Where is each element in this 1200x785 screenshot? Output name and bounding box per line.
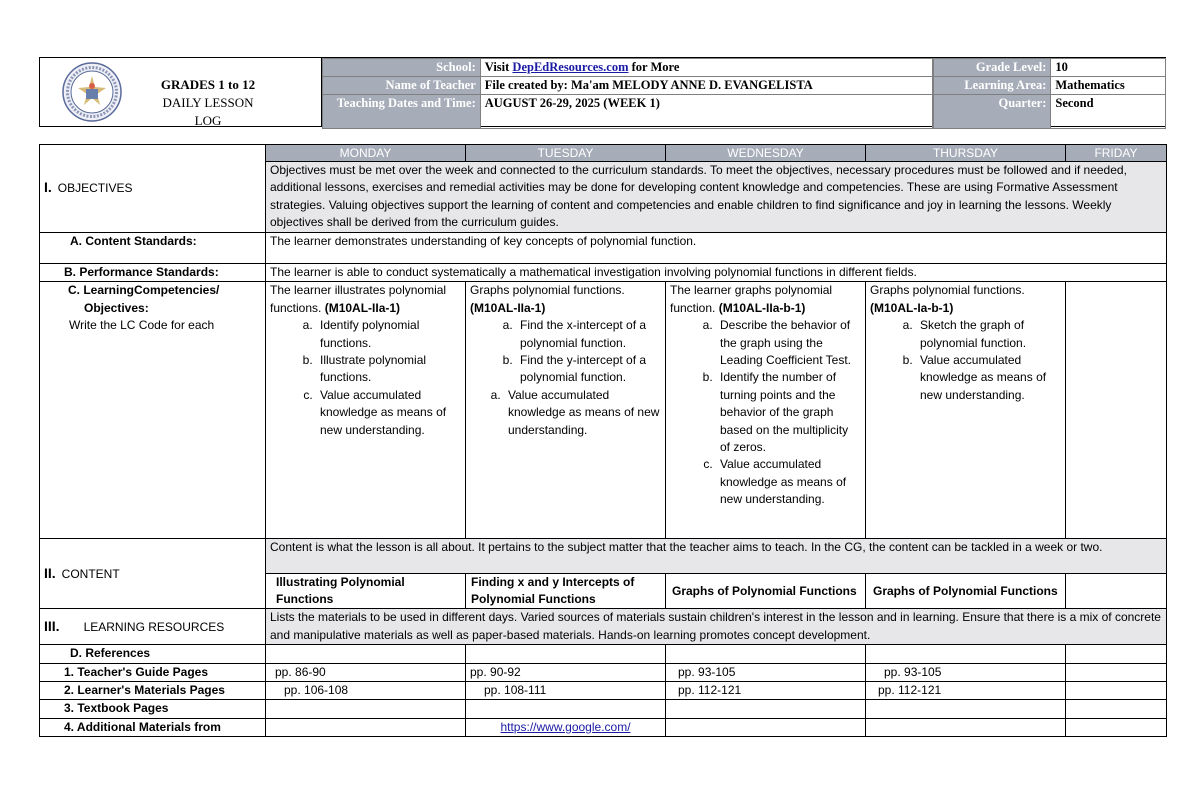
lesson-log-header bbox=[39, 57, 1166, 127]
learners-materials-row bbox=[40, 682, 1167, 700]
table-cell bbox=[266, 700, 466, 718]
resources-section-label bbox=[40, 609, 266, 645]
content-standards-row bbox=[40, 233, 1167, 264]
teachers-guide-row bbox=[40, 663, 1167, 681]
title-line-2: DAILY LESSON LOG bbox=[162, 95, 254, 128]
performance-standards-text: The learner is able to conduct systematically a mathematical investigation involving polynomial functions in different fields. bbox=[266, 264, 1167, 282]
learners-materials-label: 2. Learner's Materials Pages bbox=[40, 682, 266, 700]
resources-row bbox=[40, 609, 1167, 645]
tg-monday: pp. 86-90 bbox=[266, 663, 466, 681]
competencies-tuesday bbox=[466, 282, 666, 539]
teachers-guide-label: 1. Teacher's Guide Pages bbox=[40, 663, 266, 681]
objectives-num: I. bbox=[44, 179, 52, 196]
content-num: II. bbox=[44, 564, 56, 581]
table-cell bbox=[466, 700, 666, 718]
day-tuesday: TUESDAY bbox=[466, 145, 666, 162]
tg-friday bbox=[1066, 663, 1167, 681]
content-label: CONTENT bbox=[61, 566, 120, 581]
tg-thursday: pp. 93-105 bbox=[866, 663, 1066, 681]
dates-value: AUGUST 26-29, 2025 (WEEK 1) bbox=[480, 95, 932, 129]
list-item: b. Identify the number of turning points and the behavior of the graph based on the multiplicity of zeros. bbox=[716, 369, 861, 456]
competencies-wednesday bbox=[666, 282, 866, 539]
days-header-row bbox=[40, 145, 1167, 162]
dates-label: Teaching Dates and Time: bbox=[323, 95, 481, 129]
monday-code: (M10AL-IIa-1) bbox=[324, 300, 401, 315]
topic-friday bbox=[1066, 574, 1167, 609]
competencies-label-3: Write the LC Code for each bbox=[69, 318, 215, 333]
lm-tuesday: pp. 108-111 bbox=[466, 682, 666, 700]
table-cell bbox=[466, 645, 666, 663]
competencies-thursday bbox=[866, 282, 1066, 539]
table-cell bbox=[1066, 700, 1167, 718]
quarter-label: Quarter: bbox=[934, 95, 1051, 129]
objectives-label: OBJECTIVES bbox=[57, 181, 133, 196]
deped-seal-icon bbox=[62, 62, 122, 122]
content-standards-label: A. Content Standards: bbox=[40, 233, 266, 264]
monday-intro: The learner illustrates polynomial functions. bbox=[270, 283, 447, 315]
tuesday-objective-list bbox=[470, 317, 661, 387]
table-cell bbox=[1066, 718, 1167, 736]
textbook-row bbox=[40, 700, 1167, 718]
day-monday: MONDAY bbox=[266, 145, 466, 162]
title-line-1: GRADES 1 to 12 bbox=[160, 77, 256, 92]
header-grade-table bbox=[933, 58, 1166, 129]
wednesday-code: (M10AL-IIa-b-1) bbox=[718, 300, 806, 315]
table-cell bbox=[666, 718, 866, 736]
objectives-text: Objectives must be met over the week and connected to the curriculum standards. To meet the objectives, necessary procedures must be followed and if needed, additional lessons, exercises and remedial activities may be done for developing content knowledge and competencies. These are using Formative Assessment strategies. Valuing objectives support the learning of content and competencies and enable children to find significance and joy in learning the lessons. Weekly objectives shall be derived from the curriculum guides. bbox=[266, 162, 1167, 233]
topic-thursday: Graphs of Polynomial Functions bbox=[866, 574, 1066, 609]
competencies-label-1: C. LearningCompetencies/ bbox=[68, 283, 220, 298]
school-label: School: bbox=[323, 59, 481, 77]
list-item: a. Value accumulated knowledge as means of new understanding. bbox=[504, 387, 661, 439]
thursday-objective-list bbox=[870, 317, 1061, 404]
table-cell bbox=[266, 645, 466, 663]
school-suffix: for More bbox=[628, 60, 680, 74]
table-cell bbox=[866, 645, 1066, 663]
table-cell bbox=[666, 700, 866, 718]
list-item: b. Value accumulated knowledge as means of new understanding. bbox=[916, 352, 1061, 404]
quarter-value: Second bbox=[1051, 95, 1166, 129]
tuesday-intro: Graphs polynomial functions. bbox=[470, 283, 625, 298]
textbook-label: 3. Textbook Pages bbox=[40, 700, 266, 718]
competencies-friday bbox=[1066, 282, 1167, 539]
wednesday-objective-list bbox=[670, 317, 861, 508]
area-label: Learning Area: bbox=[934, 77, 1051, 95]
lm-friday bbox=[1066, 682, 1167, 700]
day-thursday: THURSDAY bbox=[866, 145, 1066, 162]
topic-monday: Illustrating Polynomial Functions bbox=[266, 574, 466, 609]
thursday-code: (M10AL-Ia-b-1) bbox=[870, 300, 954, 315]
list-item: a. Identify polynomial functions. bbox=[316, 317, 461, 352]
table-cell bbox=[266, 718, 466, 736]
content-standards-text: The learner demonstrates understanding of key concepts of polynomial function. bbox=[266, 233, 1167, 264]
school-value bbox=[480, 59, 932, 77]
log-title bbox=[148, 76, 268, 130]
list-item: a. Find the x-intercept of a polynomial function. bbox=[516, 317, 661, 352]
performance-standards-row bbox=[40, 264, 1167, 282]
additional-materials-row bbox=[40, 718, 1167, 736]
tuesday-extra-list bbox=[470, 387, 661, 439]
google-link[interactable]: https://www.google.com/ bbox=[500, 719, 631, 734]
table-cell bbox=[1066, 645, 1167, 663]
competencies-monday bbox=[266, 282, 466, 539]
list-item: c. Value accumulated knowledge as means of new understanding. bbox=[316, 387, 461, 439]
tg-wednesday: pp. 93-105 bbox=[666, 663, 866, 681]
tg-tuesday: pp. 90-92 bbox=[466, 663, 666, 681]
content-intro-row bbox=[40, 539, 1167, 574]
performance-standards-label: B. Performance Standards: bbox=[40, 264, 266, 282]
competencies-row bbox=[40, 282, 1167, 539]
list-item: b. Illustrate polynomial functions. bbox=[316, 352, 461, 387]
area-value: Mathematics bbox=[1051, 77, 1166, 95]
school-prefix: Visit bbox=[484, 60, 513, 74]
header-info-table bbox=[322, 58, 933, 129]
teacher-value: File created by: Ma'am MELODY ANNE D. EVANGELISTA bbox=[480, 77, 932, 95]
additional-materials-label: 4. Additional Materials from bbox=[40, 718, 266, 736]
topic-wednesday: Graphs of Polynomial Functions bbox=[666, 574, 866, 609]
list-item: a. Describe the behavior of the graph using the Leading Coefficient Test. bbox=[716, 317, 861, 369]
lm-monday: pp. 106-108 bbox=[266, 682, 466, 700]
table-cell bbox=[866, 700, 1066, 718]
list-item: a. Sketch the graph of polynomial function. bbox=[916, 317, 1061, 352]
additional-materials-tuesday bbox=[466, 718, 666, 736]
resources-label: LEARNING RESOURCES bbox=[83, 619, 225, 634]
objectives-section-label bbox=[40, 145, 266, 233]
monday-objective-list bbox=[270, 317, 461, 439]
references-row bbox=[40, 645, 1167, 663]
references-label: D. References bbox=[40, 645, 266, 663]
school-link[interactable]: DepEdResources.com bbox=[512, 60, 629, 74]
content-text: Content is what the lesson is all about. It pertains to the subject matter that the teacher aims to teach. In the CG, the content can be tackled in a week or two. bbox=[266, 539, 1167, 574]
resources-num: III. bbox=[44, 617, 60, 634]
table-cell bbox=[666, 645, 866, 663]
teacher-label: Name of Teacher bbox=[323, 77, 481, 95]
grade-value: 10 bbox=[1051, 59, 1166, 77]
day-friday: FRIDAY bbox=[1066, 145, 1167, 162]
competencies-label-2: Objectives: bbox=[84, 300, 149, 315]
logo-cell bbox=[40, 58, 322, 126]
day-wednesday: WEDNESDAY bbox=[666, 145, 866, 162]
topic-tuesday: Finding x and y Intercepts of Polynomial Functions bbox=[466, 574, 666, 609]
grade-label: Grade Level: bbox=[934, 59, 1051, 77]
thursday-intro: Graphs polynomial functions. bbox=[870, 283, 1025, 298]
table-cell bbox=[866, 718, 1066, 736]
lm-wednesday: pp. 112-121 bbox=[666, 682, 866, 700]
wednesday-intro: The learner graphs polynomial function. bbox=[670, 283, 833, 315]
list-item: b. Find the y-intercept of a polynomial function. bbox=[516, 352, 661, 387]
tuesday-code: (M10AL-IIa-1) bbox=[470, 300, 546, 315]
competencies-label-cell bbox=[40, 282, 266, 539]
list-item: c. Value accumulated knowledge as means of new understanding. bbox=[716, 456, 861, 508]
resources-text: Lists the materials to be used in different days. Varied sources of materials sustain children's interest in the lesson and in learning. Ensure that there is a mix of concrete and manipulative materials as well as paper-based materials. Hands-on learning promotes concept development. bbox=[266, 609, 1167, 645]
lm-thursday: pp. 112-121 bbox=[866, 682, 1066, 700]
content-section-label bbox=[40, 539, 266, 609]
lesson-log-table bbox=[39, 144, 1167, 737]
